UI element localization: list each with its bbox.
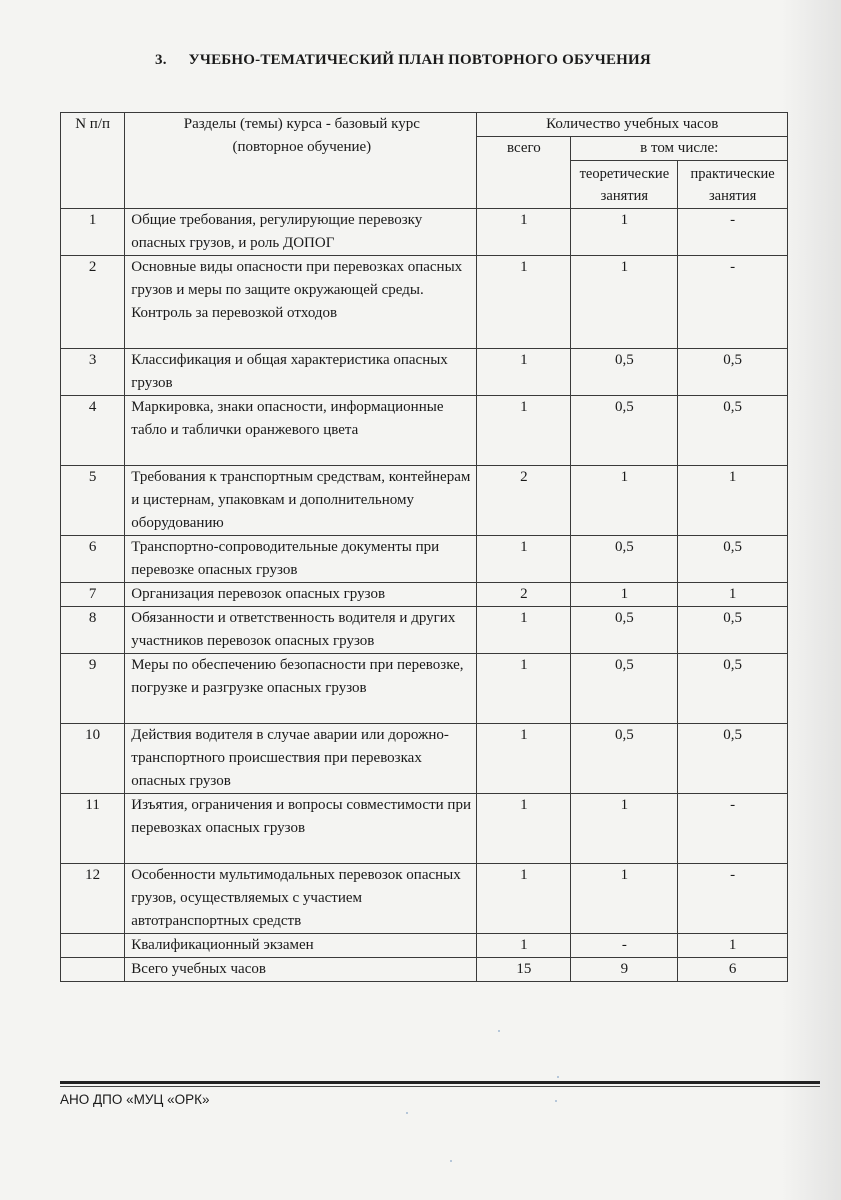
row-total-hours: 1	[477, 934, 571, 958]
header-total: всего	[477, 137, 571, 209]
row-number: 2	[61, 256, 125, 349]
table-row	[61, 794, 788, 864]
row-theoretical-hours: 1	[571, 864, 678, 934]
row-total-hours: 2	[477, 583, 571, 607]
table-row	[61, 724, 788, 794]
table-row	[61, 934, 788, 958]
section-title: УЧЕБНО-ТЕМАТИЧЕСКИЙ ПЛАН ПОВТОРНОГО ОБУЧЕНИЯ	[188, 52, 651, 68]
table-row	[61, 536, 788, 583]
row-topic: Общие требования, регулирующие перевозку опасных грузов, и роль ДОПОГ	[125, 209, 477, 256]
header-topic-line2: (повторное обучение)	[232, 139, 372, 155]
header-num: N п/п	[61, 113, 125, 209]
row-number: 3	[61, 349, 125, 396]
row-number: 5	[61, 466, 125, 536]
footer-rule	[60, 1081, 820, 1084]
table-row	[61, 864, 788, 934]
row-total-hours: 1	[477, 724, 571, 794]
section-number: 3.	[155, 52, 167, 68]
row-theoretical-hours: 9	[571, 958, 678, 982]
scan-speck	[450, 1160, 452, 1162]
row-theoretical-hours: 1	[571, 794, 678, 864]
row-practical-hours: 1	[678, 466, 788, 536]
row-theoretical-hours: 1	[571, 466, 678, 536]
row-practical-hours: -	[678, 209, 788, 256]
table-row	[61, 256, 788, 349]
row-number: 4	[61, 396, 125, 466]
scan-speck	[406, 1112, 408, 1114]
page-title	[155, 52, 651, 69]
table-row	[61, 654, 788, 724]
scan-speck	[498, 1030, 500, 1032]
row-theoretical-hours: 1	[571, 256, 678, 349]
row-practical-hours: 0,5	[678, 724, 788, 794]
row-theoretical-hours: 0,5	[571, 349, 678, 396]
row-number: 8	[61, 607, 125, 654]
curriculum-table	[60, 112, 788, 982]
row-topic: Изъятия, ограничения и вопросы совместимости при перевозках опасных грузов	[125, 794, 477, 864]
row-total-hours: 2	[477, 466, 571, 536]
row-theoretical-hours: 0,5	[571, 536, 678, 583]
row-practical-hours: -	[678, 794, 788, 864]
row-theoretical-hours: 1	[571, 209, 678, 256]
row-topic: Меры по обеспечению безопасности при перевозке, погрузке и разгрузке опасных грузов	[125, 654, 477, 724]
row-total-hours: 1	[477, 256, 571, 349]
table-row	[61, 958, 788, 982]
table-row	[61, 466, 788, 536]
header-theoretical: теоретические занятия	[571, 161, 678, 209]
row-topic: Особенности мультимодальных перевозок опасных грузов, осуществляемых с участием автотранспортных средств	[125, 864, 477, 934]
row-topic: Обязанности и ответственность водителя и других участников перевозок опасных грузов	[125, 607, 477, 654]
scan-speck	[555, 1100, 557, 1102]
row-total-hours: 15	[477, 958, 571, 982]
row-number: 9	[61, 654, 125, 724]
footer-rule-thin	[60, 1086, 820, 1087]
row-topic: Классификация и общая характеристика опасных грузов	[125, 349, 477, 396]
row-practical-hours: 6	[678, 958, 788, 982]
row-theoretical-hours: 0,5	[571, 396, 678, 466]
row-practical-hours: 0,5	[678, 349, 788, 396]
header-hours: Количество учебных часов	[477, 113, 788, 137]
row-topic: Действия водителя в случае аварии или дорожно-транспортного происшествия при перевозках опасных грузов	[125, 724, 477, 794]
row-topic: Всего учебных часов	[125, 958, 477, 982]
row-theoretical-hours: -	[571, 934, 678, 958]
row-topic: Требования к транспортным средствам, контейнерам и цистернам, упаковкам и дополнительному оборудованию	[125, 466, 477, 536]
row-practical-hours: 1	[678, 934, 788, 958]
row-total-hours: 1	[477, 654, 571, 724]
row-total-hours: 1	[477, 794, 571, 864]
header-topic-line1: Разделы (темы) курса - базовый курс	[183, 116, 420, 132]
row-number: 12	[61, 864, 125, 934]
row-practical-hours: 1	[678, 583, 788, 607]
row-total-hours: 1	[477, 349, 571, 396]
row-number	[61, 958, 125, 982]
table-row	[61, 209, 788, 256]
row-theoretical-hours: 1	[571, 583, 678, 607]
row-theoretical-hours: 0,5	[571, 654, 678, 724]
row-total-hours: 1	[477, 864, 571, 934]
scan-edge-shadow	[781, 0, 841, 1200]
row-total-hours: 1	[477, 536, 571, 583]
table-row	[61, 583, 788, 607]
row-topic: Организация перевозок опасных грузов	[125, 583, 477, 607]
row-total-hours: 1	[477, 396, 571, 466]
table-header-row	[61, 113, 788, 137]
row-practical-hours: 0,5	[678, 654, 788, 724]
row-number: 10	[61, 724, 125, 794]
row-total-hours: 1	[477, 209, 571, 256]
row-total-hours: 1	[477, 607, 571, 654]
row-topic: Квалификационный экзамен	[125, 934, 477, 958]
footer-organization: АНО ДПО «МУЦ «ОРК»	[60, 1092, 210, 1107]
row-topic: Основные виды опасности при перевозках опасных грузов и меры по защите окружающей среды. Контроль за перевозкой отходов	[125, 256, 477, 349]
header-practical: практические занятия	[678, 161, 788, 209]
row-theoretical-hours: 0,5	[571, 724, 678, 794]
row-topic: Транспортно-сопроводительные документы при перевозке опасных грузов	[125, 536, 477, 583]
table-row	[61, 349, 788, 396]
row-number: 11	[61, 794, 125, 864]
row-practical-hours: 0,5	[678, 396, 788, 466]
row-theoretical-hours: 0,5	[571, 607, 678, 654]
table-row	[61, 607, 788, 654]
table-row	[61, 396, 788, 466]
row-practical-hours: -	[678, 256, 788, 349]
row-number: 1	[61, 209, 125, 256]
row-practical-hours: 0,5	[678, 607, 788, 654]
header-topic	[125, 113, 477, 209]
scan-speck	[557, 1076, 559, 1078]
row-number: 6	[61, 536, 125, 583]
row-topic: Маркировка, знаки опасности, информационные табло и таблички оранжевого цвета	[125, 396, 477, 466]
row-practical-hours: -	[678, 864, 788, 934]
header-including: в том числе:	[571, 137, 788, 161]
row-number: 7	[61, 583, 125, 607]
row-practical-hours: 0,5	[678, 536, 788, 583]
row-number	[61, 934, 125, 958]
